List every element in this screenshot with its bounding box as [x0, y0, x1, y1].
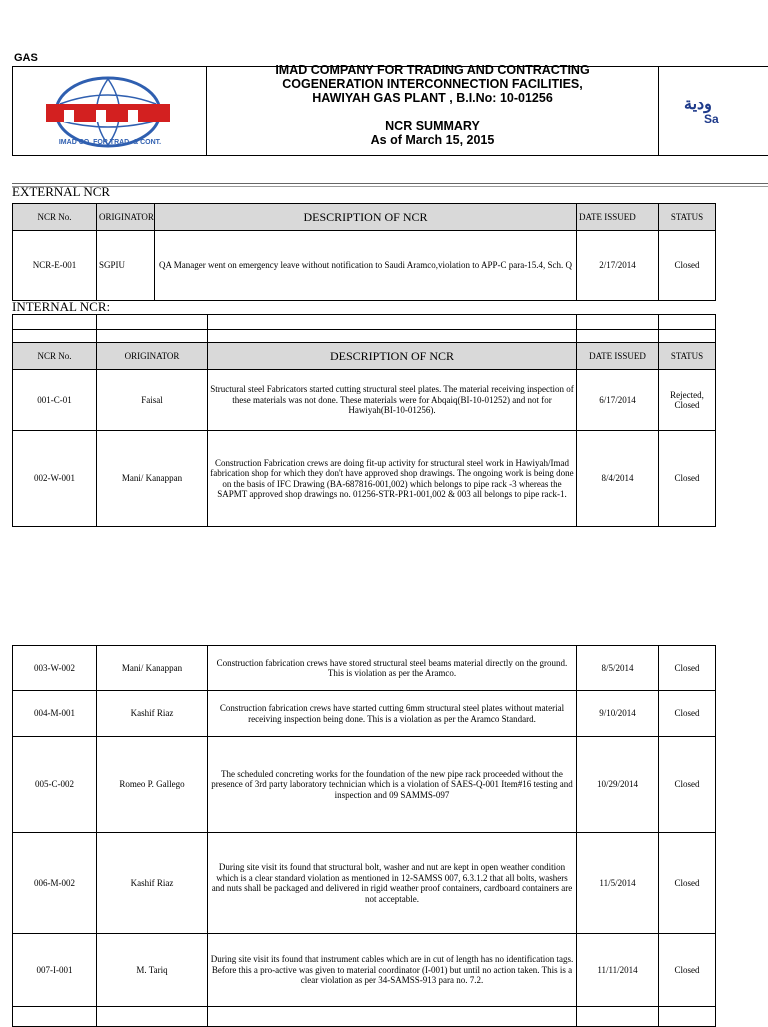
table-row — [13, 833, 716, 934]
status: Closed — [659, 431, 716, 527]
logo-caption: IMAD CO. FOR TRAD. & CONT. — [58, 139, 162, 146]
header-title-block — [207, 63, 658, 147]
status: Closed — [659, 934, 716, 1007]
description: QA Manager went on emergency leave without notification to Saudi Aramco,violation to APP-C para-15.4, Sch. Q — [155, 231, 577, 301]
date-issued: 11/5/2014 — [577, 833, 659, 934]
logo-bar-gap — [96, 110, 106, 122]
col-date-issued: DATE ISSUED — [577, 204, 659, 231]
client-logo — [684, 98, 719, 126]
ncr-no: 003-W-002 — [13, 646, 97, 691]
table-row — [13, 431, 716, 527]
continued-ncr-table — [12, 645, 716, 1027]
originator: Romeo P. Gallego — [97, 737, 208, 833]
date-issued: 2/17/2014 — [577, 231, 659, 301]
table-header-row — [13, 204, 716, 231]
originator: Kashif Riaz — [97, 691, 208, 737]
description: During site visit its found that structural bolt, washer and nut are kept in open weather condition which is a clear standard violation as mentioned in 12-SAMSS 007, 6.3.1.2 that all bolts, washers and nuts shall be packaged and delivered in rigid weather proof containers, cardboard containers are not acceptable. — [208, 833, 577, 934]
originator: SGPIU — [97, 231, 155, 301]
status: Closed — [659, 691, 716, 737]
originator: Faisal — [97, 370, 208, 431]
blank-row — [13, 315, 716, 330]
date-issued: 10/29/2014 — [577, 737, 659, 833]
originator: Mani/ Kanappan — [97, 431, 208, 527]
logo-bar-gap — [64, 110, 74, 122]
originator: Mani/ Kanappan — [97, 646, 208, 691]
table-row — [13, 646, 716, 691]
ncr-no: 004-M-001 — [13, 691, 97, 737]
col-status: STATUS — [659, 343, 716, 370]
status: Closed — [659, 231, 716, 301]
ncr-no: 006-M-002 — [13, 833, 97, 934]
project-name: COGENERATION INTERCONNECTION FACILITIES, — [282, 77, 583, 91]
date-issued: 8/4/2014 — [577, 431, 659, 527]
description: The scheduled concreting works for the foundation of the new pipe rack proceeded without the presence of 3rd party laboratory technician which is a violation of SAES-Q-001 Item#16 testing and inspection and 09 SAMMS-097 — [208, 737, 577, 833]
client-logo-latin: Sa — [704, 112, 719, 126]
external-ncr-table — [12, 203, 716, 301]
internal-ncr-label: INTERNAL NCR: — [12, 299, 111, 314]
col-description: DESCRIPTION OF NCR — [155, 204, 577, 231]
company-logo — [40, 76, 180, 152]
ncr-no: NCR-E-001 — [13, 231, 97, 301]
ncr-no: 007-I-001 — [13, 934, 97, 1007]
description: During site visit its found that instrument cables which are in cut of length has no identification tags. Before this a pro-active was given to material coordinator (I-001) but until no action taken. This is a clear violation as per 34-SAMSS-913 para no. 7.2. — [208, 934, 577, 1007]
status: Closed — [659, 833, 716, 934]
company-name: IMAD COMPANY FOR TRADING AND CONTRACTING — [275, 63, 590, 77]
col-description: DESCRIPTION OF NCR — [208, 343, 577, 370]
as-of-date: As of March 15, 2015 — [370, 133, 495, 147]
date-issued: 6/17/2014 — [577, 370, 659, 431]
status: Rejected, Closed — [659, 370, 716, 431]
divider-line — [12, 186, 768, 187]
originator: Kashif Riaz — [97, 833, 208, 934]
description: Construction fabrication crews have started cutting 6mm structural steel plates without material receiving inspection being done. This is a violation as per the Aramco Standard. — [208, 691, 577, 737]
description: Construction Fabrication crews are doing fit-up activity for structural steel work in Hawiyah/Imad fabrication shop for which they don't have approved shop drawings. The ongoing work is being done on the basis of IFC Drawing (BA-687816-001,002) which belongs to pipe rack -3 whereas the SAPMT approved shop drawings no. 01256-STR-PR1-001,002 & 003 all belongs to pipe rack-1. — [208, 431, 577, 527]
document-title: NCR SUMMARY — [385, 119, 480, 133]
ncr-no: 005-C-002 — [13, 737, 97, 833]
plant-name: HAWIYAH GAS PLANT , B.I.No: 10-01256 — [312, 91, 553, 105]
ncr-no: 001-C-01 — [13, 370, 97, 431]
table-row — [13, 691, 716, 737]
col-status: STATUS — [659, 204, 716, 231]
internal-ncr-table — [12, 314, 716, 527]
logo-bar-gap — [128, 110, 138, 122]
client-logo-arabic: ودية — [684, 96, 712, 113]
col-originator: ORIGINATOR — [97, 204, 155, 231]
table-header-row — [13, 343, 716, 370]
blank-row — [13, 330, 716, 343]
table-row — [13, 737, 716, 833]
col-ncr-no: NCR No. — [13, 204, 97, 231]
top-label: GAS — [14, 52, 38, 64]
originator: M. Tariq — [97, 934, 208, 1007]
col-ncr-no: NCR No. — [13, 343, 97, 370]
status: Closed — [659, 737, 716, 833]
col-date-issued: DATE ISSUED — [577, 343, 659, 370]
description: Construction fabrication crews have stored structural steel beams material directly on the ground. This is violation as per the Aramco. — [208, 646, 577, 691]
external-ncr-label: EXTERNAL NCR — [12, 184, 111, 199]
status: Closed — [659, 646, 716, 691]
divider-line — [12, 183, 768, 184]
header-divider — [658, 66, 659, 156]
table-row — [13, 934, 716, 1007]
table-row — [13, 370, 716, 431]
table-row — [13, 231, 716, 301]
col-originator: ORIGINATOR — [97, 343, 208, 370]
date-issued: 9/10/2014 — [577, 691, 659, 737]
date-issued: 11/11/2014 — [577, 934, 659, 1007]
description: Structural steel Fabricators started cutting structural steel plates. The material receiving inspection of these materials was not done. These materials were for Abqaiq(BI-10-01252) and not for Hawiyah(BI-10-01256). — [208, 370, 577, 431]
ncr-no: 002-W-001 — [13, 431, 97, 527]
date-issued: 8/5/2014 — [577, 646, 659, 691]
